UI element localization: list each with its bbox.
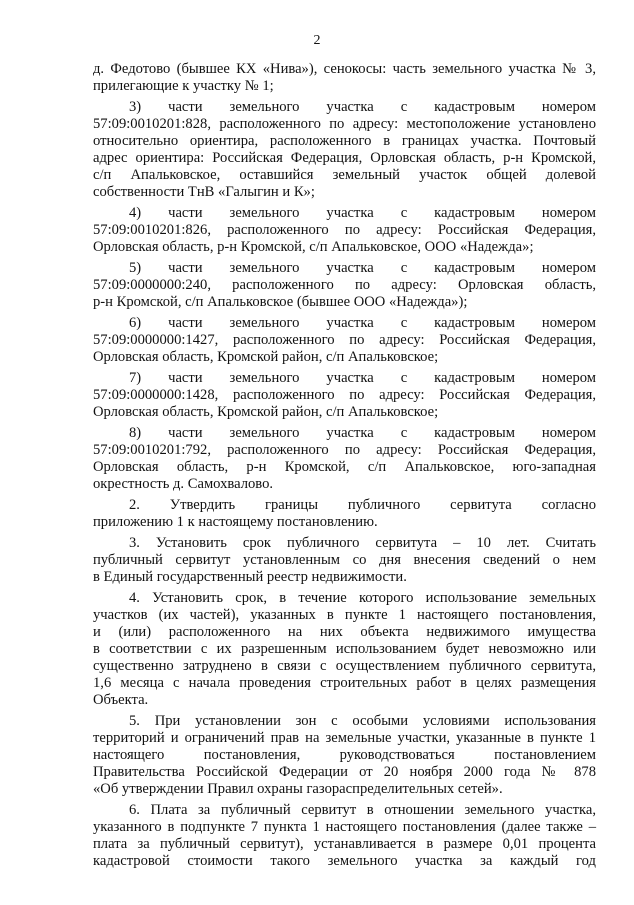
text-line: 57:09:0000000:1428, расположенного по адресу: Российская Федерация, <box>93 387 596 403</box>
text-line: 3. Установить срок публичного сервитута – 10 лет. Считать <box>129 535 596 551</box>
text-line: Орловская область, Кромской район, с/п Апальковское; <box>93 349 439 365</box>
text-line: территорий и ограничений прав на земельные участки, указанные в пункте 1 <box>93 730 596 746</box>
text-line: настоящего постановления, руководствоваться постановлением <box>93 747 596 763</box>
text-line: Орловская область, Кромской район, с/п Апальковское; <box>93 404 439 420</box>
text-line: Правительства Российской Федерации от 20 ноября 2000 года № 878 <box>93 764 596 780</box>
text-line: 5. При установлении зон с особыми условиями использования <box>129 713 596 729</box>
paragraph-section-3 <box>93 535 596 586</box>
text-line: в Единый государственный реестр недвижимости. <box>93 569 407 585</box>
text-line: 6) части земельного участка с кадастровым номером <box>129 315 596 331</box>
document-body <box>93 61 596 874</box>
text-line: приложению 1 к настоящему постановлению. <box>93 514 378 530</box>
text-line: в соответствии с их разрешенным использованием будет невозможно или <box>93 641 596 657</box>
paragraph-item-3 <box>93 99 596 201</box>
text-line: р-н Кромской, с/п Апальковское (бывшее ООО «Надежда»); <box>93 294 468 310</box>
text-line: Орловская область, р-н Кромской, с/п Апальковское, юго-западная <box>93 459 596 475</box>
page-number: 2 <box>313 33 321 48</box>
text-line: 7) части земельного участка с кадастровым номером <box>129 370 596 386</box>
paragraph-item-8 <box>93 425 596 493</box>
text-line: Орловская область, р-н Кромской, с/п Апальковское, ООО «Надежда»; <box>93 239 534 255</box>
text-line: 57:09:0010201:828, расположенного по адресу: местоположение установлено <box>93 116 596 132</box>
text-line: участков (их частей), указанных в пункте 1 настоящего постановления, <box>93 607 596 623</box>
paragraph-section-5 <box>93 713 596 798</box>
text-line: адрес ориентира: Российская Федерация, Орловская область, р-н Кромской, <box>93 150 596 166</box>
text-line: плата за публичный сервитут), устанавливается в размере 0,01 процента <box>93 836 596 852</box>
text-line: 4. Установить срок, в течение которого использование земельных <box>129 590 596 606</box>
text-line: с/п Апальковское, оставшийся земельный участок общей долевой <box>93 167 596 183</box>
text-line: 4) части земельного участка с кадастровым номером <box>129 205 596 221</box>
paragraph-continuation <box>93 61 596 95</box>
text-line: кадастровой стоимости такого земельного участка за каждый год <box>93 853 596 869</box>
paragraph-item-4 <box>93 205 596 256</box>
text-line: 57:09:0010201:826, расположенного по адресу: Российская Федерация, <box>93 222 596 238</box>
text-line: публичный сервитут установленным со дня внесения сведений о нем <box>93 552 596 568</box>
paragraph-section-2 <box>93 497 596 531</box>
text-line: 1,6 месяца с начала проведения строительных работ в целях размещения <box>93 675 596 691</box>
text-line: 6. Плата за публичный сервитут в отношении земельного участка, <box>129 802 596 818</box>
paragraph-section-4 <box>93 590 596 709</box>
text-line: «Об утверждении Правил охраны газораспределительных сетей». <box>93 781 503 797</box>
text-line: 2. Утвердить границы публичного сервитута согласно <box>129 497 596 513</box>
paragraph-item-7 <box>93 370 596 421</box>
text-line: собственности ТнВ «Галыгин и К»; <box>93 184 315 200</box>
text-line: существенно затруднено в связи с осуществлением публичного сервитута, <box>93 658 596 674</box>
text-line: 57:09:0000000:240, расположенного по адресу: Орловская область, <box>93 277 596 293</box>
paragraph-section-6 <box>93 802 596 870</box>
paragraph-item-6 <box>93 315 596 366</box>
text-line: 8) части земельного участка с кадастровым номером <box>129 425 596 441</box>
text-line: 3) части земельного участка с кадастровым номером <box>129 99 596 115</box>
text-line: 57:09:0010201:792, расположенного по адресу: Российская Федерация, <box>93 442 596 458</box>
paragraph-item-5 <box>93 260 596 311</box>
text-line: окрестность д. Самохвалово. <box>93 476 274 492</box>
text-line: и (или) расположенного на них объекта недвижимого имущества <box>93 624 596 640</box>
text-line: относительно ориентира, расположенного в границах участка. Почтовый <box>93 133 596 149</box>
text-line: д. Федотово (бывшее КХ «Нива»), сенокосы: часть земельного участка № 3, <box>93 61 596 77</box>
text-line: прилегающие к участку № 1; <box>93 78 274 94</box>
text-line: указанного в подпункте 7 пункта 1 настоящего постановления (далее также – <box>93 819 596 835</box>
text-line: Объекта. <box>93 692 149 708</box>
text-line: 5) части земельного участка с кадастровым номером <box>129 260 596 276</box>
text-line: 57:09:0000000:1427, расположенного по адресу: Российская Федерация, <box>93 332 596 348</box>
